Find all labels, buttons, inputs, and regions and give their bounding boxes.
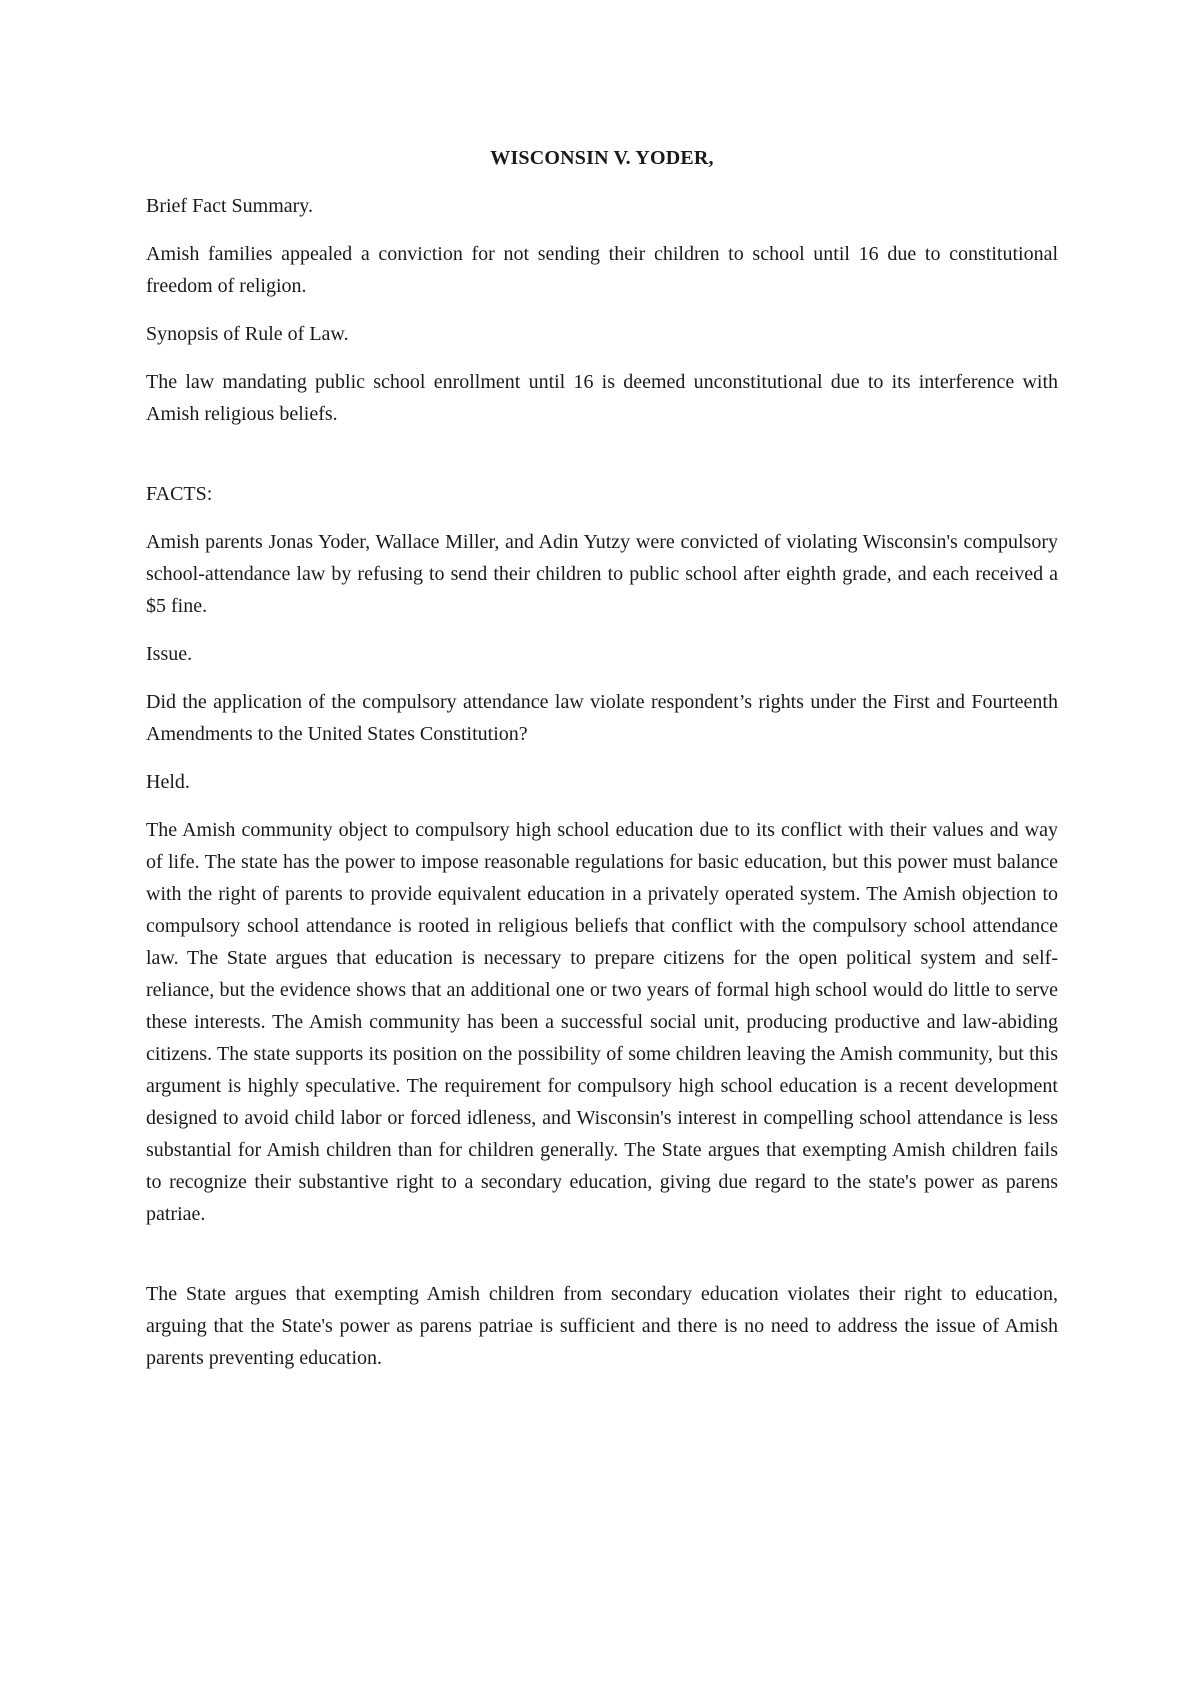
issue-text: Did the application of the compulsory attendance law violate respondent’s rights under the First and Fourteenth Amendments to the United States Constitution?: [146, 691, 1058, 745]
brief-fact-summary-text: Amish families appealed a conviction for not sending their children to school until 16 due to constitutional freedom of religion.: [146, 243, 1058, 297]
rule-of-law-text: The law mandating public school enrollment until 16 is deemed unconstitutional due to its interference with Amish religious beliefs.: [146, 371, 1058, 425]
rule-of-law-heading: Synopsis of Rule of Law.: [146, 323, 349, 345]
issue-heading: Issue.: [146, 643, 193, 665]
closing-paragraph: The State argues that exempting Amish children from secondary education violates their right to education, arguing that the State's power as parens patriae is sufficient and there is no need to address the issue of Amish parents preventing education.: [146, 1283, 1058, 1369]
held-heading: Held.: [146, 771, 190, 793]
brief-fact-summary-heading: Brief Fact Summary.: [146, 195, 314, 217]
facts-heading: FACTS:: [146, 483, 213, 505]
held-text: The Amish community object to compulsory high school education due to its conflict with their values and way of life. The state has the power to impose reasonable regulations for basic education, but this power must balance with the right of parents to provide equivalent education in a privately operated system. The Amish objection to compulsory school attendance is rooted in religious beliefs that conflict with the compulsory school attendance law. The State argues that education is necessary to prepare citizens for the open political system and self-reliance, but the evidence shows that an additional one or two years of formal high school would do little to serve these interests. The Amish community has been a successful social unit, producing productive and law-abiding citizens. The state supports its position on the possibility of some children leaving the Amish community, but this argument is highly speculative. The requirement for compulsory high school education is a recent development designed to avoid child labor or forced idleness, and Wisconsin's interest in compelling school attendance is less substantial for Amish children than for children generally. The State argues that exempting Amish children fails to recognize their substantive right to a secondary education, giving due regard to the state's power as parens patriae.: [146, 819, 1058, 1225]
document-title: WISCONSIN V. YODER,: [490, 147, 714, 169]
document-body: [146, 142, 1058, 1390]
facts-text: Amish parents Jonas Yoder, Wallace Miller, and Adin Yutzy were convicted of violating Wisconsin's compulsory school-attendance law by refusing to send their children to public school after eighth grade, and each received a $5 fine.: [146, 531, 1058, 617]
